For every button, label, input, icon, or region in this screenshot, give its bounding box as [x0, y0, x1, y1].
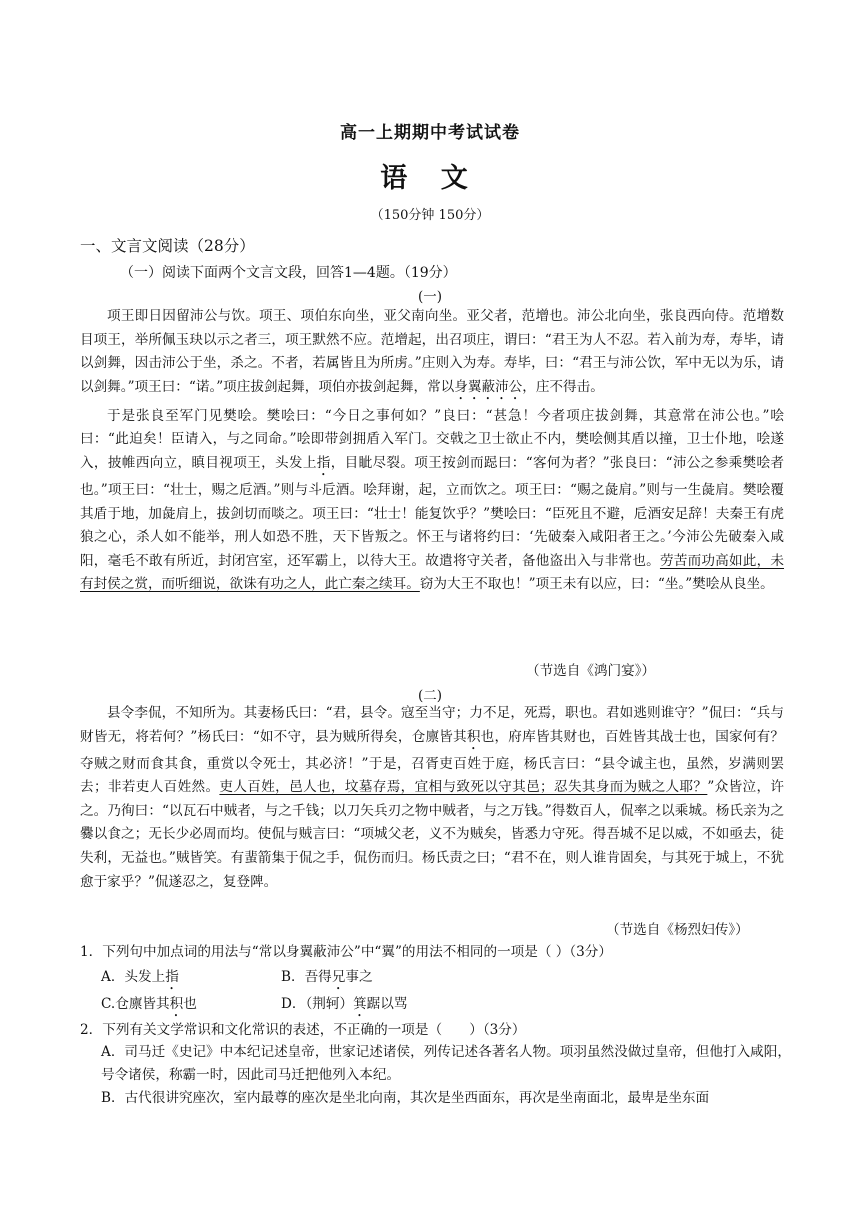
exam-title: 高一上期期中考试试卷	[340, 123, 520, 143]
q1-option-d: D．（荆轲）箕踞以骂	[281, 996, 408, 1012]
dotted-word: 积	[466, 728, 481, 745]
passage1-source: （节选自《鸿门宴》）	[526, 663, 656, 679]
question2-stem: 2．下列有关文学常识和文化常识的表述，不正确的一项是（ ）（3分）	[80, 1022, 526, 1038]
underlined-sentence: 吏人百姓，邑人也，坟墓存焉，宜相与致死以守其邑；忍失其身而为贼之人耶？	[219, 779, 708, 796]
passage1-text	[80, 305, 784, 597]
question1-stem: 1．下列句中加点词的用法与“常以身翼蔽沛公”中“翼”的用法不相同的一项是（ ）（3分）	[80, 944, 612, 960]
passage2-label: (二)	[417, 688, 443, 704]
section-heading: 一、文言文阅读（28分）	[80, 237, 255, 255]
passage1-label: (一)	[417, 289, 443, 305]
underlined-sentence: 劳苦而功高如此，未有封侯之赏，而听细说，欲诛有功之人，此亡秦之续耳。	[80, 552, 785, 593]
part-heading: （一）阅读下面两个文言文段，回答1—4题。（19分）	[120, 265, 457, 281]
subject-title: 语 文	[380, 163, 480, 194]
passage2-text	[80, 702, 784, 894]
dotted-word: 指	[316, 454, 331, 471]
passage1-paragraph1: 项王即日因留沛公与饮。项王、项伯东向坐，亚父南向坐。亚父者，范增也。沛公北向坐，张良西向侍。范增数目项王，举所佩玉玦以示之者三，项王默然不应。范增起，出召项庄，谓曰：“君王为人不忍。若入前为寿，寿毕，请以剑舞，因击沛公于坐，杀之。不者，若属皆且为所虏。”庄则入为寿。寿毕，曰：“君王与沛公饮，军中无以为乐，请以剑舞。”项王曰：“诺。”项庄拔剑起舞，项伯亦拔剑起舞，常以身翼蔽沛公，庄不得击。	[80, 308, 784, 395]
time-score-note: （150分钟 150分）	[370, 208, 490, 223]
q2-option-b: B．古代很讲究座次，室内最尊的座次是坐北向南，其次是坐西面东，再次是坐南面北，最卑是坐东面	[101, 1090, 710, 1106]
q1-option-a: A．头发上指	[101, 969, 179, 985]
q1-option-b: B．吾得兄事之	[281, 969, 373, 985]
passage2-paragraph: 县令李侃，不知所为。其妻杨氏曰：“君，县令。寇至当守；力不足，死焉，职也。君如逃则谁守？”侃曰：“兵与财皆无，将若何？”杨氏曰：“如不守，县为贼所得矣，仓廪皆其积也，府库皆其财也，百姓皆其战士也，国家何有？夺贼之财而食其食，重赏以令死士，其必济！”于是，召胥吏百姓于庭，杨氏言曰：“县令诚主也，虽然，岁满则罢去；非若吏人百姓然。吏人百姓，邑人也，坟墓存焉，宜相与致死以守其邑；忍失其身而为贼之人耶？”众皆泣，许之。乃徇曰：“以瓦石中贼者，与之千钱；以刀矢兵刃之物中贼者，与之万钱。”得数百人，侃率之以乘城。杨氏亲为之爨以食之；无长少必周而均。使侃与贼言曰：“项城父老，义不为贼矣，皆悉力守死。得吾城不足以威，不如亟去，徒失利，无益也。”贼皆笑。有蜚箭集于侃之手，侃伤而归。杨氏责之曰；“君不在，则人谁肯固矣，与其死于城上，不犹愈于家乎？”侃遂忍之，复登陴。	[80, 705, 785, 890]
dotted-phrase: 身翼蔽沛公	[454, 378, 523, 395]
passage1-paragraph2: 于是张良至军门见樊哙。樊哙曰：“今日之事何如？”良曰：“甚急！今者项庄拔剑舞，其意常在沛公也。”哙曰：“此迫矣！臣请入，与之同命。”哙即带剑拥盾入军门。交戟之卫士欲止不内，樊哙侧其盾以撞，卫士仆地，哙遂入，披帷西向立，瞋目视项王，头发上指，目眦尽裂。项王按剑而跽曰：“客何为者？”张良曰：“沛公之参乘樊哙者也。”项王曰：“壮士，赐之卮酒。”则与斗卮酒。哙拜谢，起，立而饮之。项王曰：“赐之彘肩。”则与一生彘肩。樊哙覆其盾于地，加彘肩上，拔剑切而啖之。项王曰：“壮士！能复饮乎？”樊哙曰：“臣死且不避，卮酒安足辞！夫秦王有虎狼之心，杀人如不能举，刑人如恐不胜，天下皆叛之。怀王与诸将约曰：‘先破秦入咸阳者王之。’今沛公先破秦入咸阳，毫毛不敢有所近，封闭宫室，还军霸上，以待大王。故遣将守关者，备他盗出入与非常也。劳苦而功高如此，未有封侯之赏，而听细说，欲诛有功之人，此亡秦之续耳。窃为大王不取也！”项王未有以应，曰：“坐。”樊哙从良坐。	[80, 407, 785, 593]
q2-option-a: A．司马迁《史记》中本纪记述皇帝，世家记述诸侯，列传记述各著名人物。项羽虽然没做过皇帝，但他打入咸阳，号令诸侯，称霸一时，因此司马迁把他列入本纪。	[101, 1044, 791, 1083]
q1-option-c: C.仓廪皆其积也	[101, 996, 197, 1012]
passage2-source: （节选自《杨烈妇传》）	[606, 922, 749, 938]
